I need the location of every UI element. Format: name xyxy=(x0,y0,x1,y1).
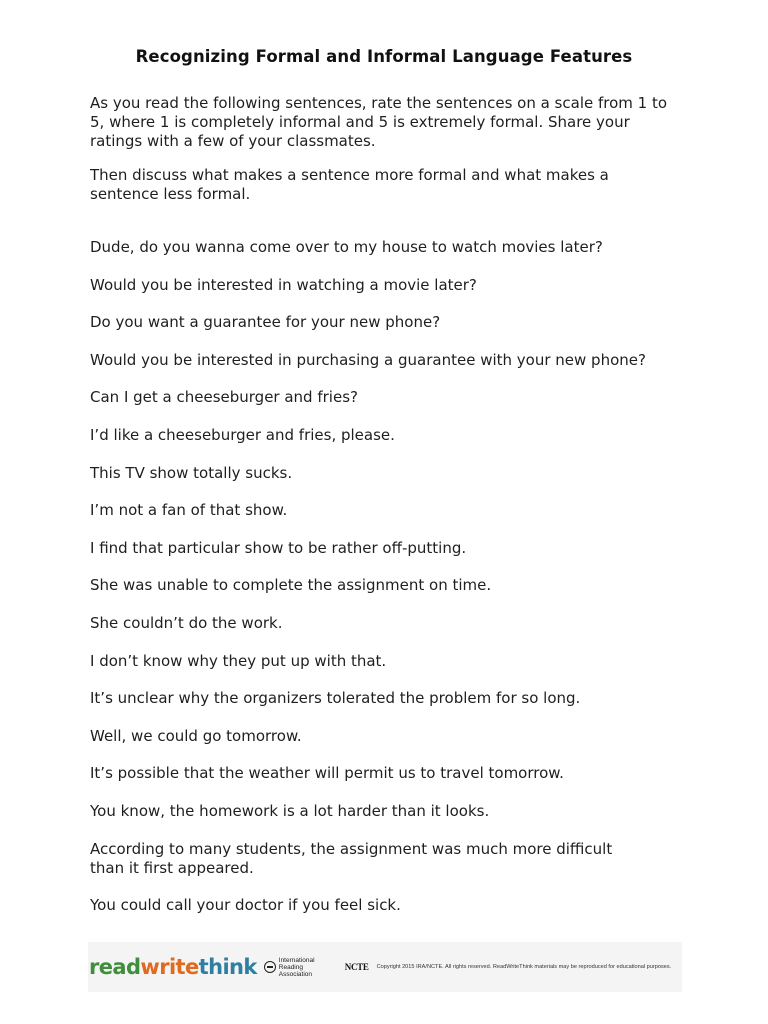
sentence-item: Do you want a guarantee for your new phone? xyxy=(90,313,441,332)
sentence-item: It’s possible that the weather will permit us to travel tomorrow. xyxy=(90,764,564,783)
sentence-item: I find that particular show to be rather off-putting. xyxy=(90,538,467,557)
ncte-logo: NCTE xyxy=(344,962,369,972)
sentence-item: It’s unclear why the organizers tolerated the problem for so long. xyxy=(90,689,581,708)
sentence-item: Dude, do you wanna come over to my house to watch movies later? xyxy=(90,238,603,256)
sentence-item: She couldn’t do the work. xyxy=(90,613,283,632)
sentence-item: Would you be interested in watching a movie later? xyxy=(90,275,477,294)
ira-label: International Reading Association xyxy=(278,956,315,978)
ira-emblem-icon xyxy=(264,961,276,973)
ira-logo xyxy=(264,957,337,978)
sentence-item: I don’t know why they put up with that. xyxy=(90,651,387,670)
sentence-item: Can I get a cheeseburger and fries? xyxy=(90,388,358,407)
sentence-item: Would you be interested in purchasing a guarantee with your new phone? xyxy=(90,350,646,369)
sentence-item: I’m not a fan of that show. xyxy=(90,501,288,520)
readwritethink-logo: readwritethink xyxy=(89,955,257,979)
sentence-item: According to many students, the assignment was much more difficult than it first appeared. xyxy=(90,839,613,877)
footer-bar xyxy=(88,942,682,992)
instructions-paragraph: As you read the following sentences, rate the sentences on a scale from 1 to 5, where 1 is completely informal and 5 is extremely formal. Share your ratings with a few of your classmates. xyxy=(90,94,668,150)
discussion-paragraph: Then discuss what makes a sentence more formal and what makes a sentence less formal. xyxy=(90,166,609,203)
sentence-item: This TV show totally sucks. xyxy=(90,463,293,482)
sentence-item: She was unable to complete the assignment on time. xyxy=(90,576,492,595)
sentence-item: Well, we could go tomorrow. xyxy=(90,726,302,745)
sentence-item: You know, the homework is a lot harder than it looks. xyxy=(90,801,490,820)
page-title: Recognizing Formal and Informal Language Features xyxy=(135,47,633,66)
sentence-list xyxy=(90,238,690,934)
sentence-item: I’d like a cheeseburger and fries, please. xyxy=(90,425,395,444)
sentence-item: You could call your doctor if you feel sick. xyxy=(90,896,401,915)
copyright-notice: Copyright 2015 IRA/NCTE. All rights reserved. ReadWriteThink materials may be reproduced for educational purposes. xyxy=(376,964,672,970)
